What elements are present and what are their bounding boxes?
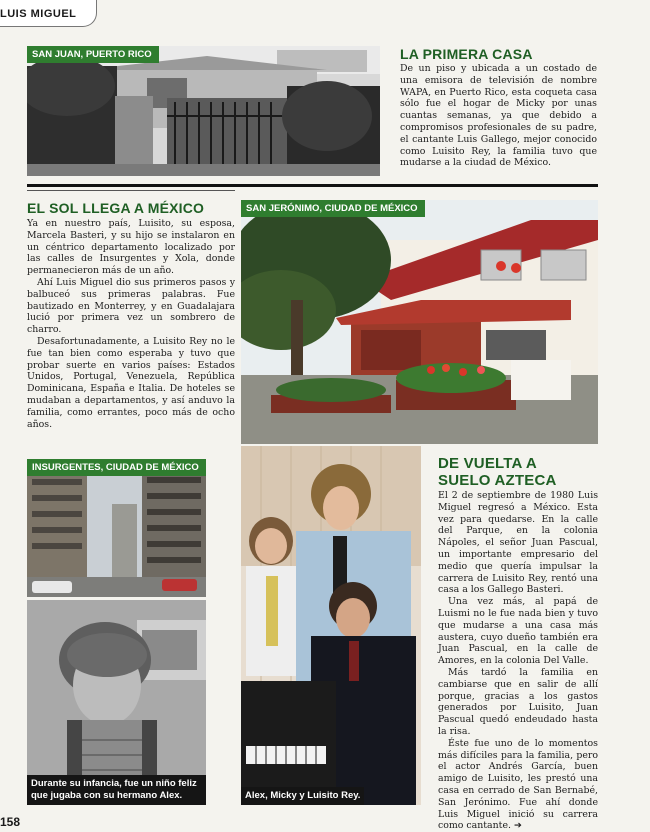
street-illustration	[27, 459, 206, 597]
section-body	[438, 490, 598, 832]
photo-caption: Alex, Micky y Luisito Rey.	[241, 787, 364, 805]
heading-line: SUELO AZTECA	[438, 472, 557, 489]
section-heading: LA PRIMERA CASA	[400, 46, 533, 62]
insurgentes-street-photo	[27, 459, 206, 597]
house-illustration	[27, 46, 380, 176]
photo-location-tag: SAN JERÓNIMO, CIUDAD DE MÉXICO	[241, 200, 425, 217]
puerto-rico-house-photo	[27, 46, 380, 176]
section-heading: EL SOL LLEGA A MÉXICO	[27, 200, 205, 216]
column-divider	[27, 190, 235, 191]
san-jeronimo-house-photo	[241, 200, 598, 444]
paragraph: De un piso y ubicada a un costado de una emisora de televisión de nombre WAPA, en Puerto Rico, esta coqueta casa sólo fue el hogar de Micky por unas cuantas semanas, ya que debido a compromisos profesionales de su padre, el cantante Luis Gallego, mejor conocido como Luisito Rey, la familia tuvo que mudarse a la ciudad de México.	[400, 63, 597, 169]
family-photo	[241, 446, 421, 805]
section-body	[27, 218, 235, 430]
paragraph: Una vez más, al papá de Luismi no le fue nada bien y tuvo que mudarse a una casa más austera, cuyo dueño también era Juan Pascual, en la calle de Amores, en la colonia Del Valle.	[438, 596, 598, 667]
paragraph: Ya en nuestro país, Luisito, su esposa, Marcela Basteri, y su hijo se instalaron en un céntrico departamento localizado por las calles de Insurgentes y Xola, donde permanecieron más de un año.	[27, 218, 235, 277]
paragraph: Ahí Luis Miguel dio sus primeros pasos y balbuceó sus primeras palabras. Fue bautizado en Monterrey, y en Guadalajara lució por primera vez un sombrero de charro.	[27, 276, 235, 336]
photo-location-tag: INSURGENTES, CIUDAD DE MÉXICO	[27, 459, 206, 476]
photo-location-tag: SAN JUAN, PUERTO RICO	[27, 46, 159, 63]
house-illustration	[241, 200, 598, 444]
family-illustration	[241, 446, 421, 805]
photo-caption: Durante su infancia, fue un niño feliz que jugaba con su hermano Alex.	[27, 775, 206, 805]
section-body	[400, 63, 597, 169]
paragraph-text: Éste fue uno de lo momentos más difíciles para la familia, pero el actor Andrés García, buen amigo de Luisito, les prestó una casa en cerrado de San Bernabé, San Jerónimo. Fue ahí donde Luis Miguel inició su carrera como cantante.	[438, 737, 598, 832]
continue-arrow-icon: ➔	[513, 820, 522, 832]
page-number: 158	[0, 815, 21, 829]
paragraph: Desafortunadamente, a Luisito Rey no le fue tan bien como esperaba y tuvo que probar suerte en varios países: Estados Unidos, Portugal, Venezuela, República Dominicana, España e Italia. De hoteles se mudaban a departamentos, y así anduvo la familia, como errantes, poco más de ocho años.	[27, 335, 235, 430]
section-heading	[438, 455, 557, 489]
section-divider	[27, 184, 598, 187]
paragraph	[438, 738, 598, 832]
running-header: LUIS MIGUEL	[0, 8, 77, 20]
paragraph: Más tardó la familia en cambiarse que en salir de allí porque, gracias a los gastos generados por Luisito, Juan Pascual quedó endeudado hasta la risa.	[438, 666, 598, 737]
paragraph: El 2 de septiembre de 1980 Luis Miguel regresó a México. Esta vez para quedarse. En la calle del Parque, en la colonia Nápoles, el señor Juan Pascual, un importante empresario del medio que quería impulsar la carrera de Luisito Rey, rentó una casa a los Gallego Basteri.	[438, 490, 598, 596]
heading-line: DE VUELTA A	[438, 455, 537, 472]
